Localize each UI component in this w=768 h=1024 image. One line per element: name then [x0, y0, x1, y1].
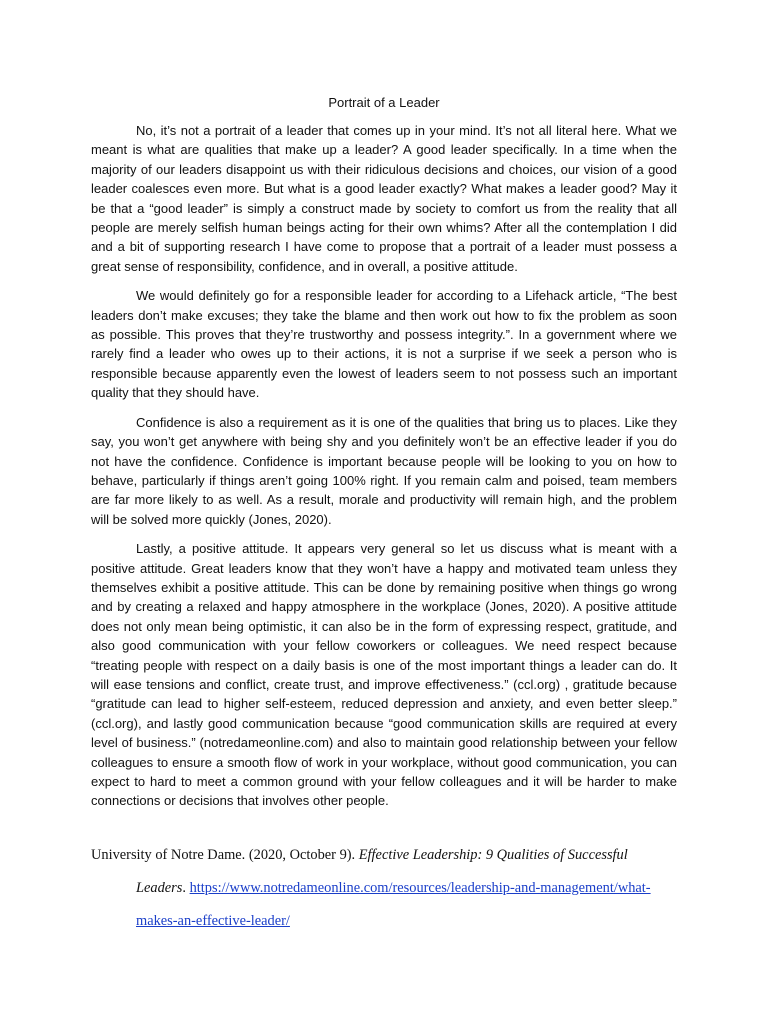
reference-author-date: University of Notre Dame. (2020, October 9). [91, 846, 359, 863]
reference-url-link[interactable]: https://www.notredameonline.com/resources/leadership-and-management/what-makes-an-effective-leader/ [136, 879, 651, 929]
reference-separator: . [182, 879, 190, 896]
document-title: Portrait of a Leader [328, 95, 440, 110]
paragraph-positive-attitude: Lastly, a positive attitude. It appears very general so let us discuss what is meant with a positive attitude. Great leaders know that they won’t have a happy and motivated team unless they themselves exhibit a positive attitude. This can be done by remaining positive when things go wrong and by creating a relaxed and happy atmosphere in the workplace (Jones, 2020). A positive attitude does not only mean being optimistic, it can also be in the form of expressing respect, gratitude, and also good communication with your fellow coworkers or colleagues. We need respect because “treating people with respect on a daily basis is one of the most important things a leader can do. It will ease tensions and conflict, create trust, and improve effectiveness.” (ccl.org) , gratitude because “gratitude can lead to higher self-esteem, reduced depression and anxiety, and even better sleep.” (ccl.org), and lastly good communication because “good communication skills are required at every level of business.” (notredameonline.com) and also to maintain good relationship between your fellow colleagues to ensure a smooth flow of work in your workplace, without good communication, you can expect to hard to meet a common ground with your fellow colleagues and it will be harder to make connections or decisions that involves other people. [91, 541, 677, 809]
paragraph-confidence: Confidence is also a requirement as it is one of the qualities that bring us to places. Like they say, you won’t get anywhere with being shy and you definitely won’t be an effective leader if you do not have the confidence. Confidence is important because people will be looking to you on how to behave, particularly if things aren’t going 100% right. If you remain calm and poised, team members are far more likely to as well. As a result, morale and productivity will remain high, and the problem will be solved more quickly (Jones, 2020). [91, 414, 677, 527]
paragraph-responsibility: We would definitely go for a responsible leader for according to a Lifehack article, “The best leaders don’t make excuses; they take the blame and then work out how to fix the problem as soon as possible. This proves that they’re trustworthy and possess integrity.”. In a government where we rarely find a leader who owes up to their actions, it is not a surprise if we seek a person who is responsible because apparently even the lowest of leaders seem to not possess such an important quality that they should have. [91, 288, 677, 401]
reference-work-title: Effective Leadership: 9 Qualities of Successful Leaders [136, 846, 628, 896]
paragraph-intro: No, it’s not a portrait of a leader that comes up in your mind. It’s not all literal here. What we meant is what are qualities that make up a leader? A good leader specifically. In a time when the majority of our leaders disappoint us with their ridiculous decisions and choices, our vision of a good leader coalesces even more. But what is a good leader exactly? What makes a leader good? May it be that a “good leader” is simply a construct made by society to comfort us from the reality that all people are merely selfish human beings acting for their own whims? After all the contemplation I did and a bit of supporting research I have come to propose that a portrait of a leader must possess a great sense of responsibility, confidence, and in overall, a positive attitude. [91, 123, 677, 274]
reference-entry [91, 839, 677, 938]
references-section [91, 839, 677, 938]
